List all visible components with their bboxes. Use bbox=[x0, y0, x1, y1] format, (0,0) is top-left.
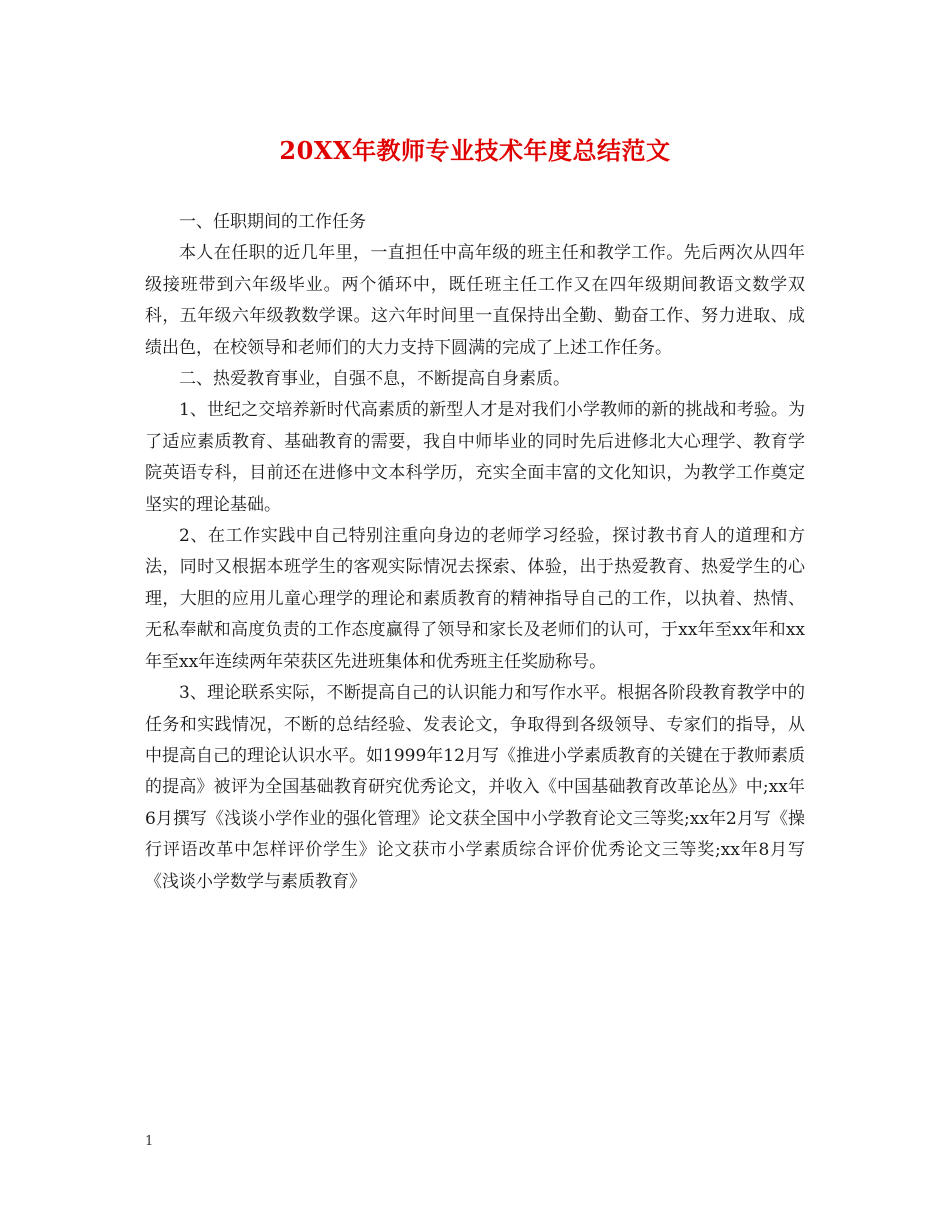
body-paragraph-2: 1、世纪之交培养新时代高素质的新型人才是对我们小学教师的新的挑战和考验。为了适应素质教育、基础教育的需要，我自中师毕业的同时先后进修北大心理学、教育学院英语专科，目前还在进修中文本科学历，充实全面丰富的文化知识，为教学工作奠定坚实的理论基础。 bbox=[145, 400, 805, 515]
body-paragraph-3: 2、在工作实践中自己特别注重向身边的老师学习经验，探讨教书育人的道理和方法，同时又根据本班学生的客观实际情况去探索、体验，出于热爱教育、热爱学生的心理，大胆的应用儿童心理学的理论和素质教育的精神指导自己的工作，以执着、热情、无私奉献和高度负责的工作态度赢得了领导和家长及老师们的认可，于xx年至xx年和xx年至xx年连续两年荣获区先进班集体和优秀班主任奖励称号。 bbox=[145, 526, 805, 672]
body-paragraph-1: 本人在任职的近几年里，一直担任中高年级的班主任和教学工作。先后两次从四年级接班带到六年级毕业。两个循环中，既任班主任工作又在四年级期间教语文数学双科，五年级六年级教数学课。这六年时间里一直保持出全勤、勤奋工作、努力进取、成绩出色，在校领导和老师们的大力支持下圆满的完成了上述工作任务。 bbox=[145, 243, 805, 358]
document-body bbox=[145, 207, 805, 898]
document-title: 20XX年教师专业技术年度总结范文 bbox=[279, 136, 671, 165]
section-heading-2: 二、热爱教育事业，自强不息，不断提高自身素质。 bbox=[179, 369, 570, 390]
body-paragraph-4: 3、理论联系实际，不断提高自己的认识能力和写作水平。根据各阶段教育教学中的任务和实践情况，不断的总结经验、发表论文，争取得到各级领导、专家们的指导，从中提高自己的理论认识水平。如1999年12月写《推进小学素质教育的关键在于教师素质的提高》被评为全国基础教育研究优秀论文，并收入《中国基础教育改革论丛》中;xx年6月撰写《浅谈小学作业的强化管理》论文获全国中小学教育论文三等奖;xx年2月写《操行评语改革中怎样评价学生》论文获市小学素质综合评价优秀论文三等奖;xx年8月写《浅谈小学数学与素质教育》 bbox=[145, 683, 805, 892]
section-heading-1: 一、任职期间的工作任务 bbox=[179, 212, 366, 232]
page-number: 1 bbox=[145, 1134, 154, 1149]
